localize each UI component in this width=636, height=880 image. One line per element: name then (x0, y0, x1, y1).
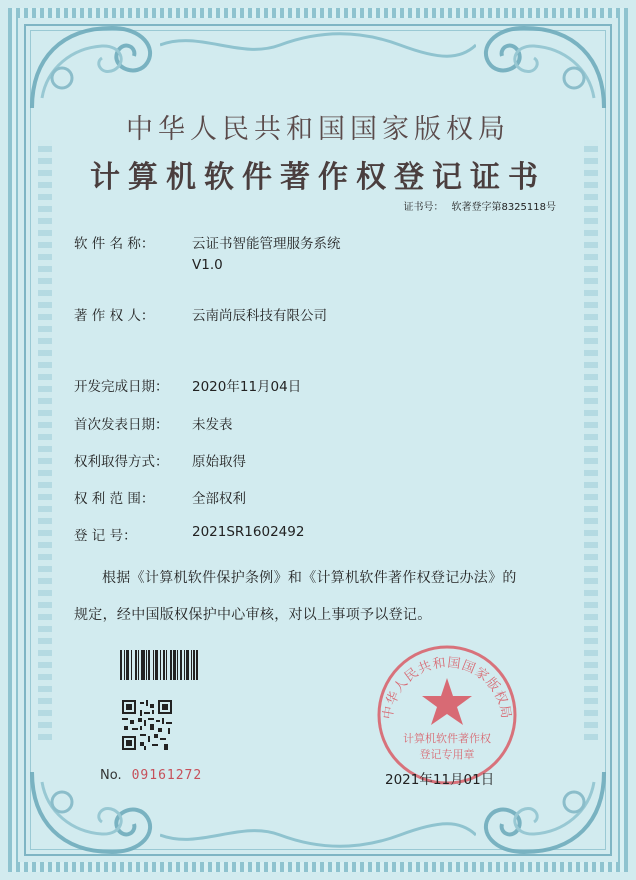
field-software-name (74, 232, 341, 273)
field-label: 著 作 权 人： (74, 308, 155, 324)
corner-ornament-top-right (474, 18, 614, 118)
seal-star-icon (422, 678, 472, 725)
statement-line-1: 根据《计算机软件保护条例》和《计算机软件著作权登记办法》的 (102, 570, 517, 586)
field-label: 权利取得方式： (74, 454, 169, 470)
field-value-version: V1.0 (192, 257, 223, 273)
field-development-date (74, 375, 301, 395)
seal-inner-line-1: 计算机软件著作权 (403, 732, 491, 745)
field-registration-number (74, 524, 304, 544)
field-value: 云南尚辰科技有限公司 (192, 308, 327, 324)
seal-inner-line-2: 登记专用章 (419, 748, 475, 761)
certificate-number-value: 软著登字第8325118号 (451, 202, 556, 213)
field-rights-scope (74, 487, 246, 507)
right-decorative-strip (584, 140, 598, 740)
certificate-number-label: 证书号： (403, 202, 444, 213)
issue-date: 2021年11月01日 (385, 772, 495, 788)
statement-line-2: 规定，经中国版权保护中心审核，对以上事项予以登记。 (74, 607, 432, 623)
certificate-number (403, 198, 556, 213)
field-value: 未发表 (192, 417, 233, 433)
field-value: 原始取得 (192, 454, 246, 470)
qr-code (122, 700, 172, 750)
field-value: 全部权利 (192, 491, 246, 507)
field-label: 首次发表日期： (74, 417, 169, 433)
corner-ornament-top-left (22, 18, 162, 118)
field-value: 2020年11月04日 (192, 379, 302, 395)
issuing-authority: 中华人民共和国国家版权局 (126, 114, 510, 145)
bottom-center-ornament (160, 820, 476, 850)
field-label: 软 件 名 称： (74, 236, 155, 252)
field-label: 开发完成日期： (74, 379, 169, 395)
field-copyright-owner (74, 304, 327, 324)
serial-number (100, 768, 202, 783)
field-label: 权 利 范 围： (74, 491, 155, 507)
left-decorative-strip (38, 140, 52, 740)
serial-prefix: No. (100, 768, 122, 783)
field-value: 云证书智能管理服务系统 (192, 236, 341, 252)
seal-ring-text: 中华人民共和国国家版权局 (380, 655, 514, 721)
field-acquisition-method (74, 450, 246, 470)
field-label: 登 记 号： (74, 528, 137, 544)
top-center-ornament (160, 30, 476, 60)
serial-value: 09161272 (131, 768, 203, 783)
field-value: 2021SR1602492 (192, 524, 305, 540)
barcode (120, 650, 208, 680)
field-first-publication (74, 413, 233, 433)
certificate-title: 计算机软件著作权登记证书 (90, 160, 546, 195)
